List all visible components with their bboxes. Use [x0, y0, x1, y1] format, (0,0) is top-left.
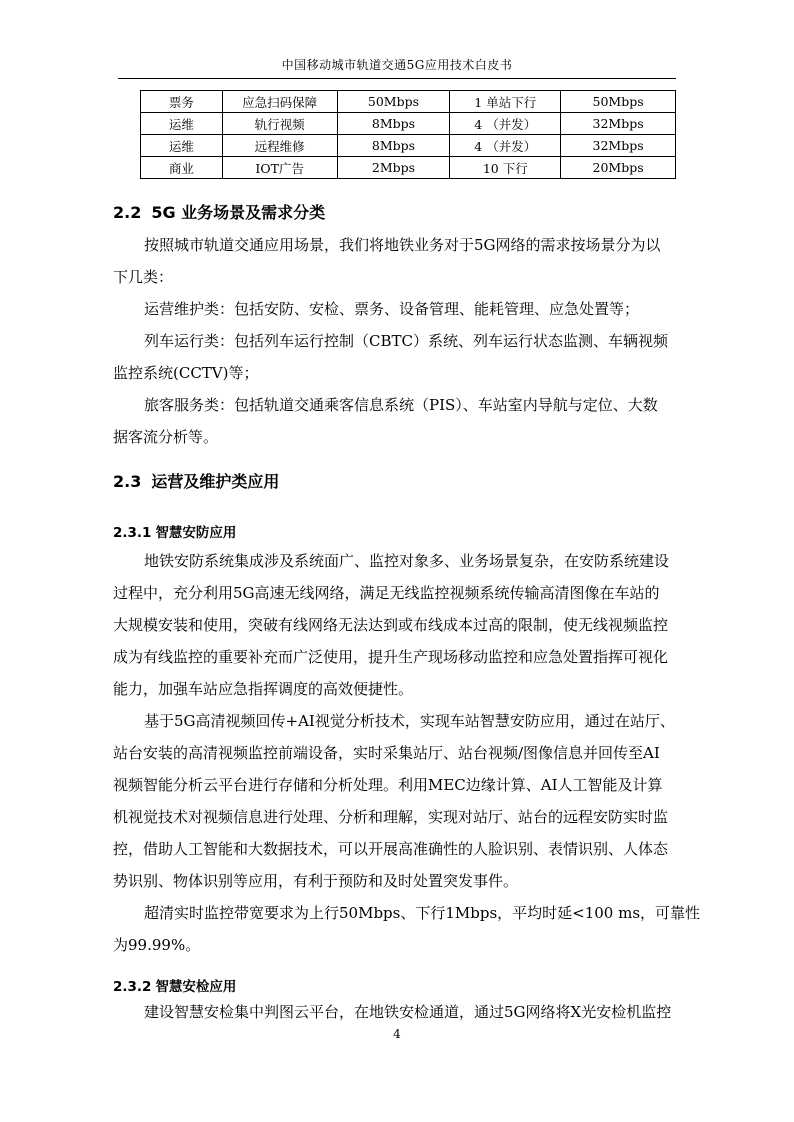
- section-number: 2.2: [113, 203, 142, 222]
- paragraph-line: 过程中，充分利用5G高速无线网络，满足无线监控视频系统传输高清图像在车站的: [113, 584, 660, 602]
- table-cell: 商业: [141, 157, 223, 179]
- table-cell: 8Mbps: [337, 135, 450, 157]
- table-cell: 轨行视频: [222, 113, 337, 135]
- table-row: [141, 157, 676, 179]
- paragraph-line: 按照城市轨道交通应用场景，我们将地铁业务对于5G网络的需求按场景分为以: [144, 236, 661, 254]
- table-cell: 50Mbps: [337, 91, 450, 113]
- section-2-3-2-heading: [113, 975, 236, 995]
- table-cell: 32Mbps: [561, 113, 676, 135]
- table-row: [141, 135, 676, 157]
- paragraph-line: 地铁安防系统集成涉及系统面广、监控对象多、业务场景复杂，在安防系统建设: [144, 552, 670, 570]
- table-cell: 32Mbps: [561, 135, 676, 157]
- paragraph-line: 建设智慧安检集中判图云平台，在地铁安检通道，通过5G网络将X光安检机监控: [144, 1003, 672, 1021]
- table-cell: 50Mbps: [561, 91, 676, 113]
- paragraph-line: 站台安装的高清视频监控前端设备，实时采集站厅、站台视频/图像信息并回传至AI: [113, 744, 660, 762]
- table-cell: 1 单站下行: [450, 91, 561, 113]
- paragraph-line: 控，借助人工智能和大数据技术，可以开展高准确性的人脸识别、表情识别、人体态: [113, 840, 669, 858]
- table-row: [141, 113, 676, 135]
- paragraph-line: 视频智能分析云平台进行存储和分析处理。利用MEC边缘计算、AI人工智能及计算: [113, 776, 663, 794]
- requirements-table: [140, 90, 676, 179]
- section-number: 2.3.1: [113, 525, 152, 541]
- table-cell: 8Mbps: [337, 113, 450, 135]
- paragraph-line: 能力，加强车站应急指挥调度的高效便捷性。: [113, 680, 414, 698]
- requirements-table-body: [141, 91, 676, 179]
- table-cell: 运维: [141, 113, 223, 135]
- paragraph-line: 监控系统(CCTV)等；: [113, 364, 259, 382]
- paragraph-line: 为99.99%。: [113, 936, 201, 954]
- section-2-3-1-body: [113, 545, 708, 961]
- table-cell: 票务: [141, 91, 223, 113]
- table-cell: 4 （并发）: [450, 113, 561, 135]
- table-cell: 20Mbps: [561, 157, 676, 179]
- header-rule: [118, 78, 676, 79]
- page-number: 4: [393, 1027, 401, 1041]
- paragraph-line: 超清实时监控带宽要求为上行50Mbps、下行1Mbps，平均时延<100 ms，可靠性: [144, 904, 701, 922]
- section-title: 运营及维护类应用: [151, 472, 280, 491]
- table-cell: 应急扫码保障: [222, 91, 337, 113]
- table-cell: 运维: [141, 135, 223, 157]
- paragraph-line: 机视觉技术对视频信息进行处理、分析和理解，实现对站厅、站台的远程安防实时监: [113, 808, 669, 826]
- table-cell: 10 下行: [450, 157, 561, 179]
- paragraph-line: 旅客服务类：包括轨道交通乘客信息系统（PIS）、车站室内导航与定位、大数: [144, 396, 658, 414]
- section-2-2-body: [113, 229, 708, 453]
- running-header: 中国移动城市轨道交通5G应用技术白皮书: [281, 58, 513, 72]
- table-cell: IOT广告: [222, 157, 337, 179]
- paragraph-line: 列车运行类：包括列车运行控制（CBTC）系统、列车运行状态监测、车辆视频: [144, 332, 668, 350]
- section-title: 智慧安检应用: [155, 979, 237, 995]
- section-2-3-heading: [113, 469, 279, 492]
- section-title: 智慧安防应用: [155, 525, 237, 541]
- paragraph-line: 势识别、物体识别等应用，有利于预防和及时处置突发事件。: [113, 872, 519, 890]
- paragraph-line: 大规模安装和使用，突破有线网络无法达到或布线成本过高的限制，使无线视频监控: [113, 616, 669, 634]
- section-title: 5G 业务场景及需求分类: [151, 203, 326, 222]
- paragraph-line: 运营维护类：包括安防、安检、票务、设备管理、能耗管理、应急处置等；: [144, 300, 640, 318]
- table-row: [141, 91, 676, 113]
- paragraph-line: 成为有线监控的重要补充而广泛使用，提升生产现场移动监控和应急处置指挥可视化: [113, 648, 669, 666]
- section-2-3-2-body: [113, 996, 708, 1028]
- table-cell: 远程维修: [222, 135, 337, 157]
- paragraph-line: 据客流分析等。: [113, 428, 219, 446]
- section-2-3-1-heading: [113, 521, 236, 541]
- section-number: 2.3: [113, 472, 142, 491]
- paragraph-line: 下几类：: [113, 268, 174, 286]
- section-number: 2.3.2: [113, 979, 152, 995]
- section-2-2-heading: [113, 200, 325, 223]
- table-cell: 4 （并发）: [450, 135, 561, 157]
- table-cell: 2Mbps: [337, 157, 450, 179]
- paragraph-line: 基于5G高清视频回传+AI视觉分析技术，实现车站智慧安防应用，通过在站厅、: [144, 712, 675, 730]
